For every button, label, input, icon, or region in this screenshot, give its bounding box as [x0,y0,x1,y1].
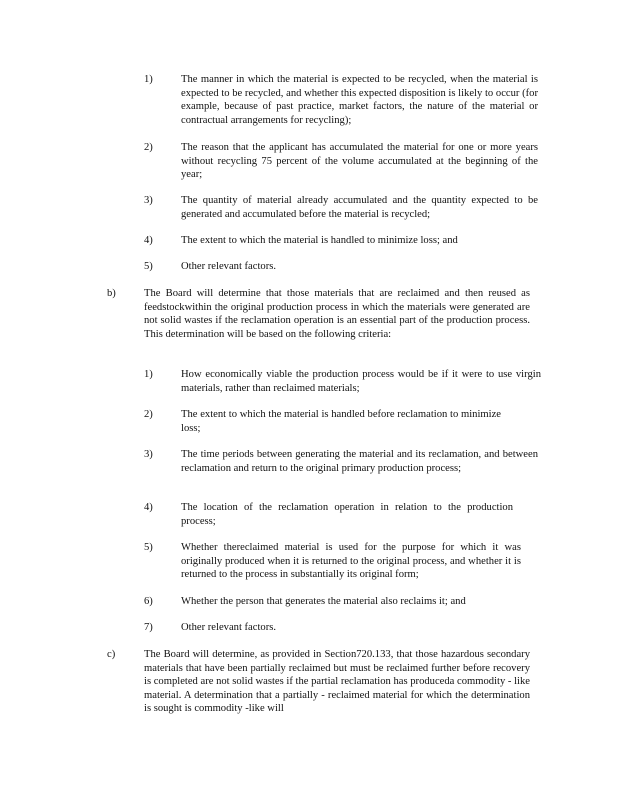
item-number: 1) [144,369,153,380]
item-number: 4) [144,235,153,246]
item-number: 2) [144,409,153,420]
item-number: 5) [144,542,153,553]
paragraph-text: The Board will determine, as provided in Section720.133, that those hazardous secondary materials that have been partially reclaimed but must be reclaimed further before recovery is completed are not solid wastes if the partial reclamation has produceda commodity - like material. A determination that a partially - reclaimed material for which the determination is sought is commodity -like will [144,649,530,714]
item-number: 4) [144,502,153,513]
item-text: The extent to which the material is handled before reclamation to minimize loss; [181,409,501,434]
item-number: 3) [144,449,153,460]
item-number: 5) [144,261,153,272]
item-number: 3) [144,195,153,206]
section-letter: c) [107,649,116,660]
item-text: The reason that the applicant has accumulated the material for one or more years without recycling 75 percent of the volume accumulated at the beginning of the year; [181,142,538,180]
item-number: 2) [144,142,153,153]
item-text: The time periods between generating the material and its reclamation, and between reclamation and return to the original primary production process; [181,449,538,474]
item-text: The extent to which the material is handled to minimize loss; and [181,235,458,246]
paragraph-text: The Board will determine that those materials that are reclaimed and then reused as feedstockwithin the original production process in which the materials were generated are not solid wastes if the reclamation operation is an essential part of the production process. This determination will be based on the following criteria: [144,288,530,340]
item-text: Whether thereclaimed material is used for the purpose for which it was originally produced when it is returned to the original process, and whether it is returned to the process in substantially its original form; [181,542,521,580]
item-text: Other relevant factors. [181,261,277,272]
item-number: 6) [144,596,153,607]
item-text: How economically viable the production process would be if it were to use virgin materials, rather than reclaimed materials; [181,369,541,394]
section-letter: b) [107,288,116,299]
item-number: 7) [144,622,153,633]
item-text: The location of the reclamation operation in relation to the production process; [181,502,513,527]
item-text: Other relevant factors. [181,622,277,633]
item-number: 1) [144,74,153,85]
item-text: The manner in which the material is expected to be recycled, when the material is expected to be recycled, and whether this expected disposition is likely to occur (for example, because of past practice, market factors, the nature of the material or contractual arrangements for recycling); [181,74,538,126]
item-text: The quantity of material already accumulated and the quantity expected to be generated and accumulated before the material is recycled; [181,195,538,220]
item-text: Whether the person that generates the material also reclaims it; and [181,596,466,607]
